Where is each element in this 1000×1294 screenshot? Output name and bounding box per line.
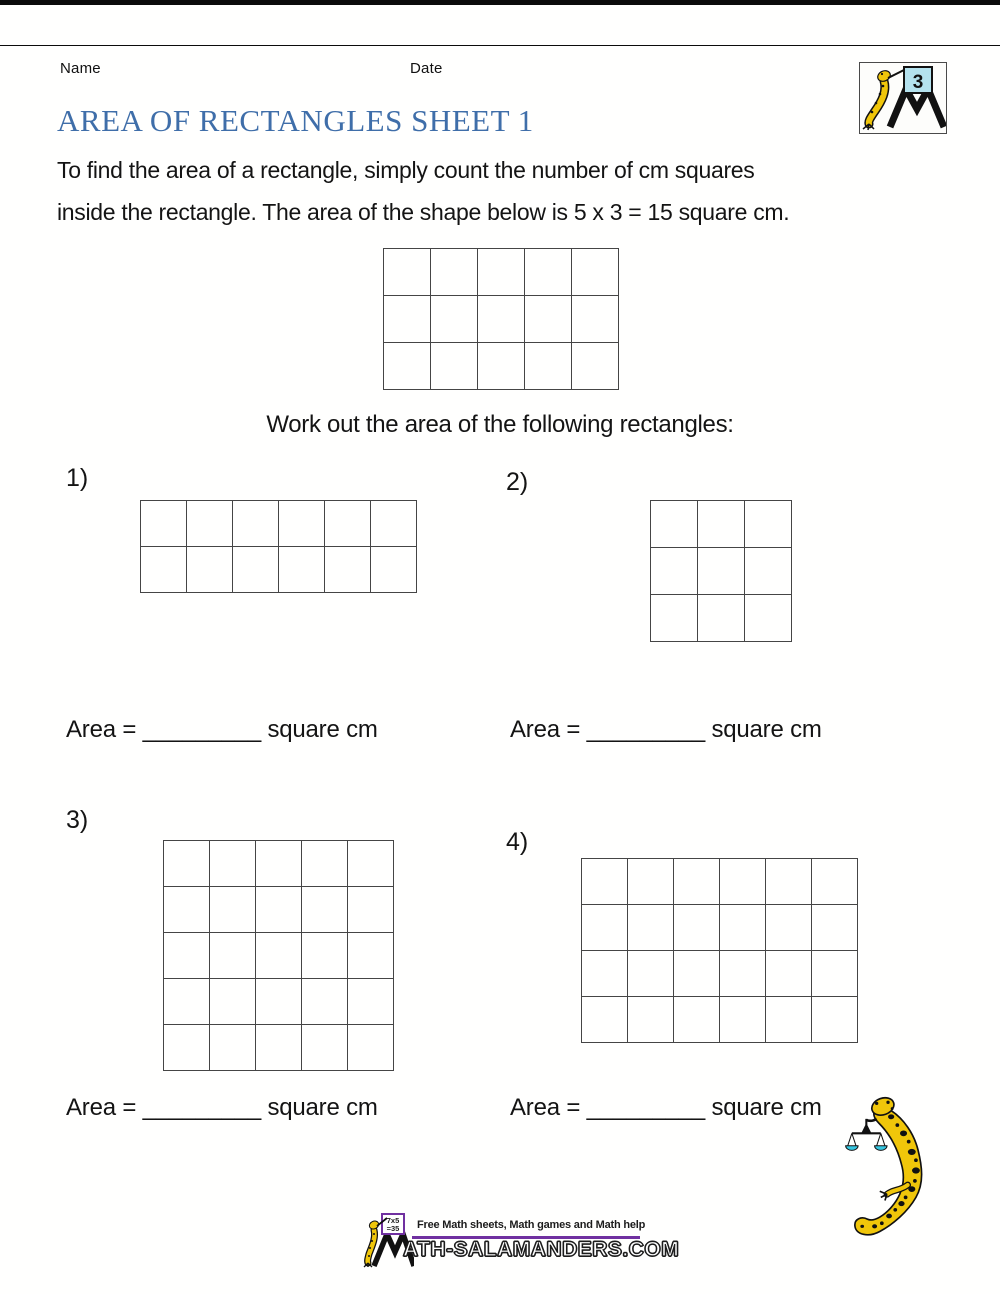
grid-cell — [812, 951, 858, 997]
problem-1-label: 1) — [66, 464, 89, 492]
grid-cell — [256, 933, 302, 979]
logo-m-shape — [890, 89, 944, 127]
grid-cell — [582, 905, 628, 951]
grid-cell — [812, 997, 858, 1043]
grid-cell — [720, 951, 766, 997]
logo-spot — [882, 85, 885, 88]
problem-4-grid-6x4 — [581, 858, 858, 1043]
grid-cell — [302, 1025, 348, 1071]
logo-spot — [879, 93, 882, 96]
grid-cell — [210, 933, 256, 979]
logo-spot — [871, 111, 874, 114]
grid-cell — [348, 979, 394, 1025]
grid-cell — [478, 296, 525, 343]
grid-cell — [233, 501, 279, 547]
grid-cell — [302, 841, 348, 887]
salamander-easel-icon — [860, 63, 946, 133]
grid-cell — [628, 951, 674, 997]
grid-cell — [348, 841, 394, 887]
grid-cell — [582, 997, 628, 1043]
instruction-text: Work out the area of the following rectangles: — [266, 411, 734, 438]
grid-cell — [628, 859, 674, 905]
footer-site-name: ATH-SALAMANDERS.COM — [403, 1238, 680, 1261]
problem-1-answer-line: Area = _________ square cm — [66, 716, 378, 743]
grid-cell — [210, 979, 256, 1025]
grid-cell — [431, 296, 478, 343]
grid-cell — [348, 1025, 394, 1071]
scale-strings — [848, 1133, 885, 1145]
grid-cell — [674, 859, 720, 905]
intro-line-1: To find the area of a rectangle, simply count the number of cm squares — [57, 157, 755, 183]
grid-cell — [256, 841, 302, 887]
grid-cell — [325, 501, 371, 547]
grid-cell — [766, 905, 812, 951]
grid-cell — [210, 841, 256, 887]
grid-cell — [478, 343, 525, 390]
problem-2-label: 2) — [506, 468, 529, 496]
grid-cell — [384, 296, 431, 343]
grid-cell — [674, 905, 720, 951]
grid-cell — [698, 501, 745, 548]
grid-cell — [582, 951, 628, 997]
grid-cell — [384, 249, 431, 296]
footer-tagline: Free Math sheets, Math games and Math help — [417, 1219, 646, 1231]
top-rule-thick — [0, 0, 1000, 5]
grid-cell — [164, 887, 210, 933]
footer-board-line1: 7x5 — [386, 1216, 400, 1225]
problem-4-label: 4) — [506, 828, 529, 856]
intro-line-2: inside the rectangle. The area of the shape below is 5 x 3 = 15 square cm. — [57, 199, 790, 225]
grid-cell — [628, 997, 674, 1043]
logo-grade-number: 3 — [912, 72, 924, 93]
grid-cell — [525, 249, 572, 296]
grid-cell — [348, 933, 394, 979]
footer-board-line2: =35 — [386, 1224, 400, 1233]
grid-cell — [302, 887, 348, 933]
grid-cell — [572, 249, 619, 296]
grid-cell — [233, 547, 279, 593]
grid-cell — [766, 997, 812, 1043]
grid-cell — [720, 859, 766, 905]
grid-cell — [187, 501, 233, 547]
grid-cell — [812, 905, 858, 951]
salamander-eye — [875, 1102, 878, 1105]
grid-cell — [256, 1025, 302, 1071]
grid-cell — [766, 859, 812, 905]
grid-cell — [766, 951, 812, 997]
problem-1-grid-6x2 — [140, 500, 417, 593]
problem-3-grid-5x5 — [163, 840, 394, 1071]
grid-cell — [745, 548, 792, 595]
problem-2-answer-line: Area = _________ square cm — [510, 716, 822, 743]
grid-cell — [384, 343, 431, 390]
grid-cell — [572, 343, 619, 390]
logo-salamander-eye — [881, 73, 883, 75]
grid-cell — [674, 997, 720, 1043]
grid-cell — [302, 933, 348, 979]
intro-paragraph — [57, 149, 789, 233]
grid-cell — [187, 547, 233, 593]
scale-pan-left — [846, 1146, 858, 1151]
grid-cell — [371, 501, 417, 547]
grid-cell — [141, 547, 187, 593]
grid-cell — [348, 887, 394, 933]
grid-cell — [164, 979, 210, 1025]
grid-cell — [651, 595, 698, 642]
grid-cell — [478, 249, 525, 296]
top-rule-thin — [0, 45, 1000, 46]
grid-cell — [302, 979, 348, 1025]
grid-cell — [279, 501, 325, 547]
example-grid-5x3 — [383, 248, 619, 390]
date-label: Date — [410, 60, 443, 77]
logo-spot — [875, 102, 878, 105]
grid-cell — [325, 547, 371, 593]
grid-cell — [279, 547, 325, 593]
grid-cell — [525, 296, 572, 343]
grid-cell — [745, 501, 792, 548]
grid-cell — [431, 343, 478, 390]
grid-cell — [651, 548, 698, 595]
salamander-with-scales-icon — [845, 1092, 960, 1247]
grid-cell — [812, 859, 858, 905]
grid-cell — [745, 595, 792, 642]
grid-cell — [210, 1025, 256, 1071]
math-salamanders-grade-logo — [859, 62, 947, 134]
grid-cell — [651, 501, 698, 548]
grid-cell — [572, 296, 619, 343]
grid-cell — [256, 887, 302, 933]
grid-cell — [164, 933, 210, 979]
grid-cell — [720, 997, 766, 1043]
grid-cell — [371, 547, 417, 593]
salamander-mascot — [845, 1092, 960, 1247]
logo-salamander-head — [876, 69, 892, 84]
grid-cell — [698, 548, 745, 595]
problem-2-grid-3x3 — [650, 500, 792, 642]
grid-cell — [210, 887, 256, 933]
scale-pan-right — [875, 1146, 887, 1151]
grid-cell — [720, 905, 766, 951]
grid-cell — [698, 595, 745, 642]
grid-cell — [164, 841, 210, 887]
grid-cell — [164, 1025, 210, 1071]
page-title: AREA OF RECTANGLES SHEET 1 — [57, 103, 534, 138]
salamander-front-arm — [866, 1119, 876, 1121]
problem-4-answer-line: Area = _________ square cm — [510, 1094, 822, 1121]
grid-cell — [431, 249, 478, 296]
name-label: Name — [60, 60, 101, 77]
grid-cell — [525, 343, 572, 390]
problem-3-label: 3) — [66, 806, 89, 834]
grid-cell — [141, 501, 187, 547]
grid-cell — [582, 859, 628, 905]
grid-cell — [628, 905, 674, 951]
grid-cell — [256, 979, 302, 1025]
grid-cell — [674, 951, 720, 997]
problem-3-answer-line: Area = _________ square cm — [66, 1094, 378, 1121]
